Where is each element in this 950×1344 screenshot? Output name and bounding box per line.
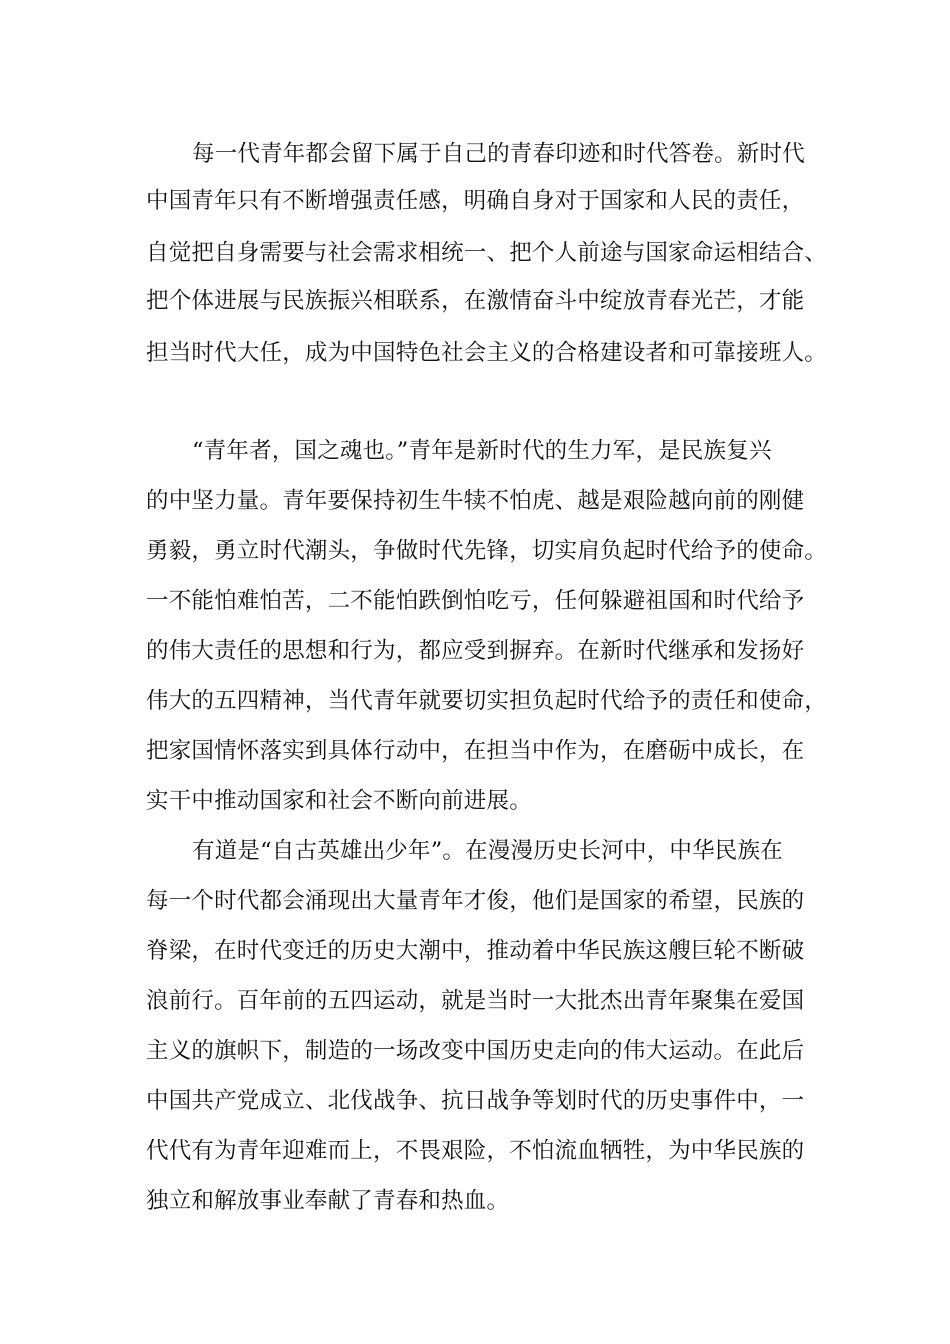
text-line: 的中坚力量。青年要保持初生牛犊不怕虎、越是艰险越向前的刚健: [146, 488, 805, 514]
text-line: 浪前行。百年前的五四运动，就是当时一大批杰出青年聚集在爱国: [146, 988, 805, 1014]
text-line: 独立和解放事业奉献了青春和热血。: [146, 1188, 510, 1214]
text-line: 有道是“自古英雄出少年”。在漫漫历史长河中，中华民族在: [192, 838, 783, 864]
text-line: 中国青年只有不断增强责任感，明确自身对于国家和人民的责任，: [146, 188, 805, 214]
text-line: 脊梁，在时代变迁的历史大潮中，推动着中华民族这艘巨轮不断破: [146, 938, 805, 964]
text-line: “青年者，国之魂也。”青年是新时代的生力军，是民族复兴: [192, 438, 772, 464]
text-line: 代代有为青年迎难而上，不畏艰险，不怕流血牺牲，为中华民族的: [146, 1138, 805, 1164]
text-line: 主义的旗帜下，制造的一场改变中国历史走向的伟大运动。在此后: [146, 1038, 805, 1064]
text-line: 一不能怕难怕苦，二不能怕跌倒怕吃亏，任何躲避祖国和时代给予: [146, 588, 805, 614]
text-line: 把个体进展与民族振兴相联系，在激情奋斗中绽放青春光芒，才能: [146, 288, 805, 314]
text-line: 自觉把自身需要与社会需求相统一、把个人前途与国家命运相结合、: [146, 240, 828, 266]
text-line: 担当时代大任，成为中国特色社会主义的合格建设者和可靠接班人。: [146, 340, 828, 366]
text-line: 每一个时代都会涌现出大量青年才俊，他们是国家的希望，民族的: [146, 888, 805, 914]
text-line: 伟大的五四精神，当代青年就要切实担负起时代给予的责任和使命，: [146, 688, 828, 714]
text-line: 中国共产党成立、北伐战争、抗日战争等划时代的历史事件中，一: [146, 1088, 805, 1114]
text-line: 的伟大责任的思想和行为，都应受到摒弃。在新时代继承和发扬好: [146, 638, 805, 664]
text-line: 实干中推动国家和社会不断向前进展。: [146, 788, 532, 814]
text-line: 每一代青年都会留下属于自己的青春印迹和时代答卷。新时代: [192, 141, 805, 167]
text-line: 把家国情怀落实到具体行动中，在担当中作为，在磨砺中成长，在: [146, 738, 805, 764]
text-line: 勇毅，勇立时代潮头，争做时代先锋，切实肩负起时代给予的使命。: [146, 538, 828, 564]
